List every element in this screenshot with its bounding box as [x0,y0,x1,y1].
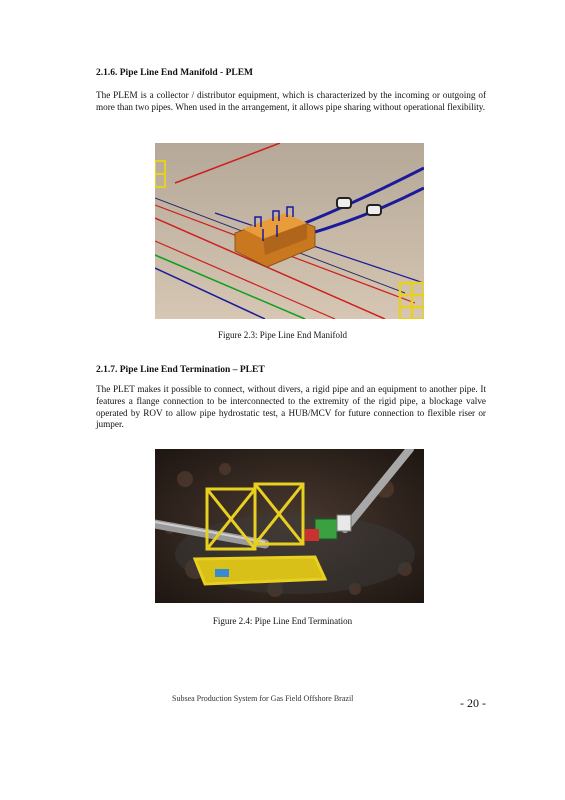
section-heading-plet: 2.1.7. Pipe Line End Termination – PLET [96,365,265,375]
page-number: - 20 - [460,696,486,710]
paragraph-plem: The PLEM is a collector / distributor equipment, which is characterized by the incoming or outgoing of more than two pipes. When used in the arrangement, it allows pipe sharing without operational flexibility. [96,90,486,112]
plet-illustration [155,449,424,603]
paragraph-plet: The PLET makes it possible to connect, without divers, a rigid pipe and an equipment to another pipe. It features a flange connection to be interconnected to the extremity of the rigid pipe, a blockage valve operated by ROV to allow pipe hydrostatic test, a HUB/MCV for future connection to flexible riser or jumper. [96,384,486,430]
figure-caption-plet: Figure 2.4: Pipe Line End Termination [212,616,353,626]
footer-document-title: Subsea Production System for Gas Field Offshore Brazil [172,694,354,703]
figure-caption-plem: Figure 2.3: Pipe Line End Manifold [218,330,347,340]
plem-illustration [155,143,424,319]
figure-plem-image [155,143,424,319]
section-heading-plem: 2.1.6. Pipe Line End Manifold - PLEM [96,68,254,78]
figure-plet-image [155,449,424,603]
